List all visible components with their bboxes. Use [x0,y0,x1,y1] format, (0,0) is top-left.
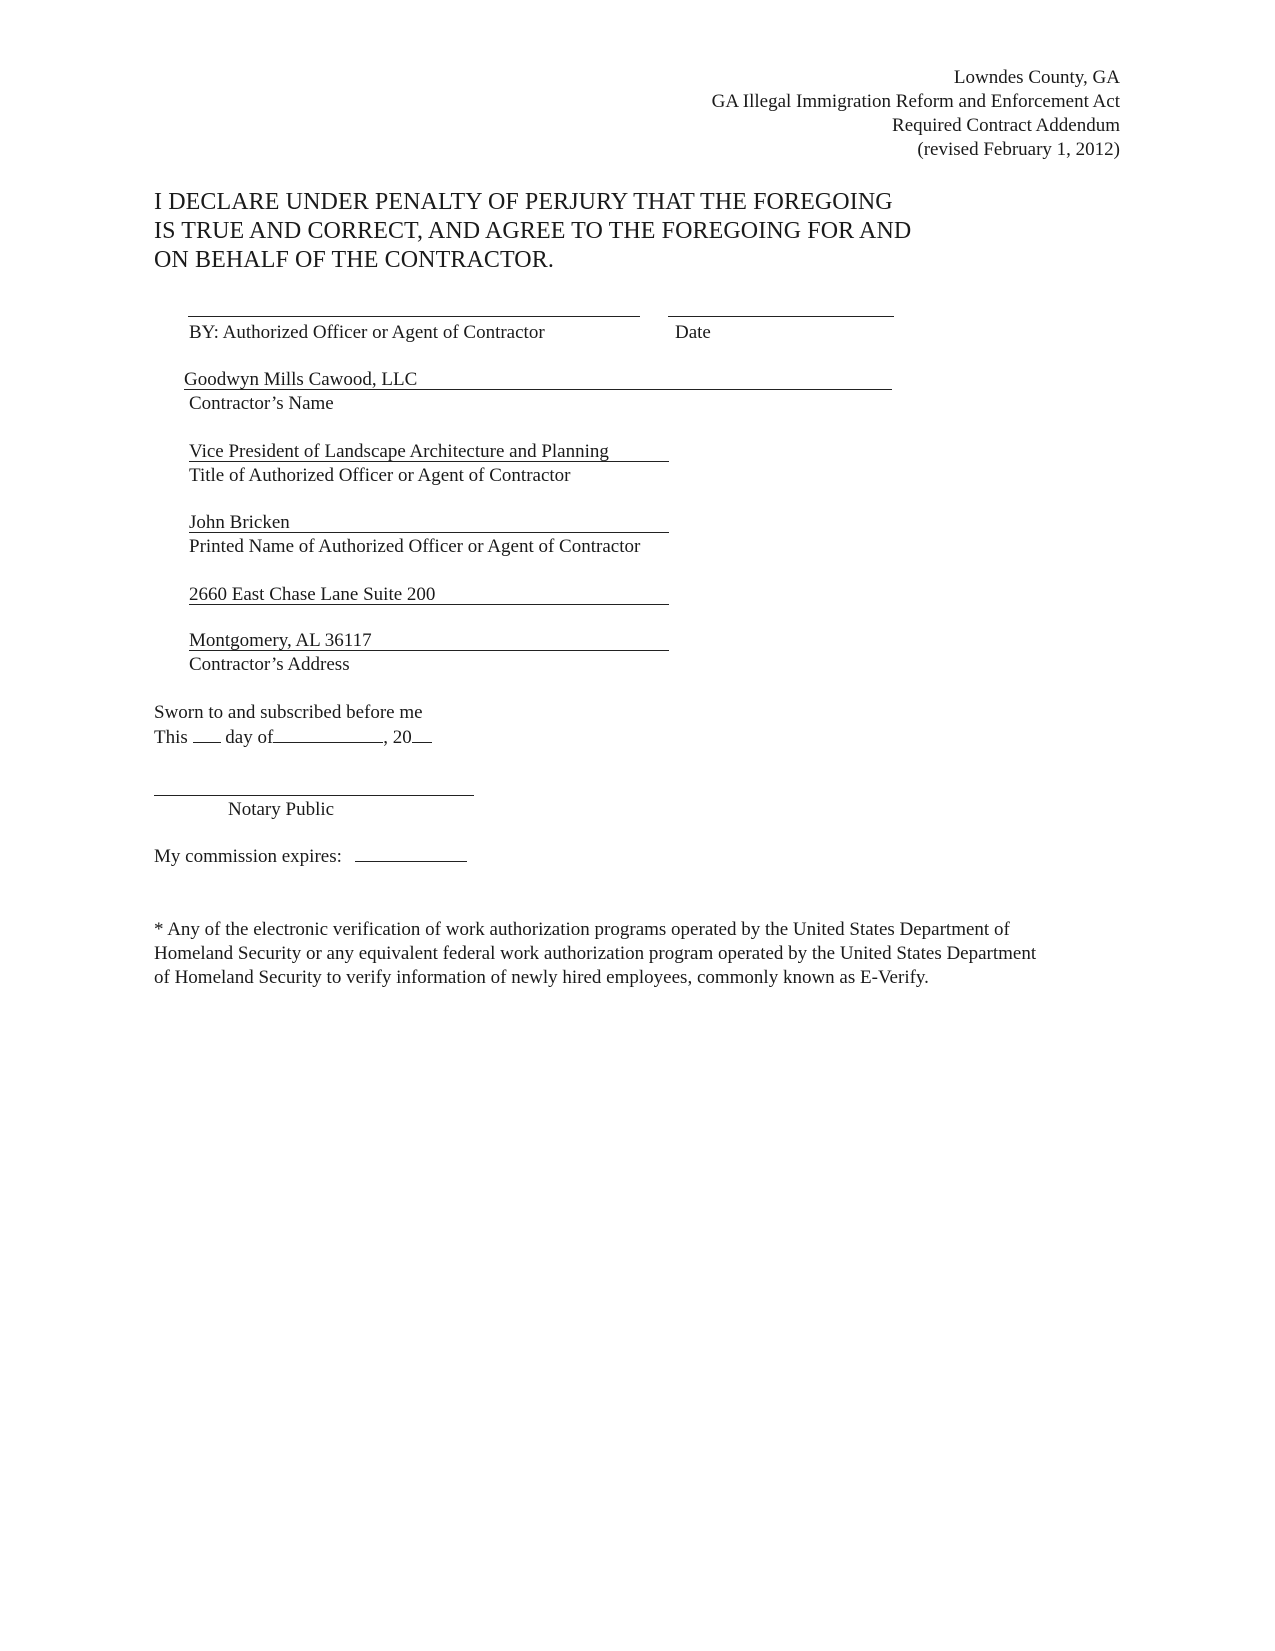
document-header [712,66,1120,162]
month-blank[interactable] [273,726,383,743]
by-label: BY: Authorized Officer or Agent of Contractor [189,322,545,343]
header-act: GA Illegal Immigration Reform and Enforcement Act [711,91,1120,112]
year-prefix: , 20 [383,727,412,748]
address-line-2-line[interactable] [189,650,669,651]
notary-date-line [154,726,432,749]
declaration-line-1: I DECLARE UNDER PENALTY OF PERJURY THAT THE FOREGOING [154,189,893,215]
address-label: Contractor’s Address [189,654,350,675]
footnote-line-3: of Homeland Security to verify information of newly hired employees, commonly known as E-Verify. [154,967,929,988]
date-label: Date [675,322,711,343]
printed-name-label: Printed Name of Authorized Officer or Agent of Contractor [189,536,641,557]
commission-label: My commission expires: [154,846,342,867]
address-line-2-value: Montgomery, AL 36117 [189,630,372,651]
declaration-line-2: IS TRUE AND CORRECT, AND AGREE TO THE FOREGOING FOR AND [154,218,912,244]
year-blank[interactable] [412,726,432,743]
notary-signature-line[interactable] [154,795,474,796]
sworn-statement: Sworn to and subscribed before me [154,702,423,723]
e-verify-footnote [154,918,1134,990]
signature-line[interactable] [188,316,640,317]
commission-expires [154,845,467,868]
notary-public-label: Notary Public [228,799,335,820]
address-line-1-value: 2660 East Chase Lane Suite 200 [189,584,436,605]
header-county: Lowndes County, GA [953,67,1120,88]
officer-title-label: Title of Authorized Officer or Agent of Contractor [189,465,571,486]
officer-title-value: Vice President of Landscape Architecture and Planning [189,441,609,462]
printed-name-line[interactable] [189,532,669,533]
footnote-line-2: Homeland Security or any equivalent federal work authorization program operated by the United States Department [154,943,1037,964]
address-line-1-line[interactable] [189,604,669,605]
officer-title-line[interactable] [189,461,669,462]
declaration-line-3: ON BEHALF OF THE CONTRACTOR. [154,247,554,273]
this-word: This [154,727,188,748]
contractor-name-label: Contractor’s Name [189,393,334,414]
day-blank[interactable] [193,726,221,743]
perjury-declaration [154,188,974,275]
footnote-line-1: * Any of the electronic verification of work authorization programs operated by the United States Department of [154,919,1010,940]
contractor-name-line[interactable] [184,389,892,390]
commission-blank[interactable] [355,845,467,862]
contractor-name-value: Goodwyn Mills Cawood, LLC [184,369,418,390]
header-revision: (revised February 1, 2012) [917,139,1120,160]
printed-name-value: John Bricken [189,512,290,533]
header-addendum: Required Contract Addendum [892,115,1120,136]
day-of-word: day of [225,727,274,748]
date-line[interactable] [668,316,894,317]
